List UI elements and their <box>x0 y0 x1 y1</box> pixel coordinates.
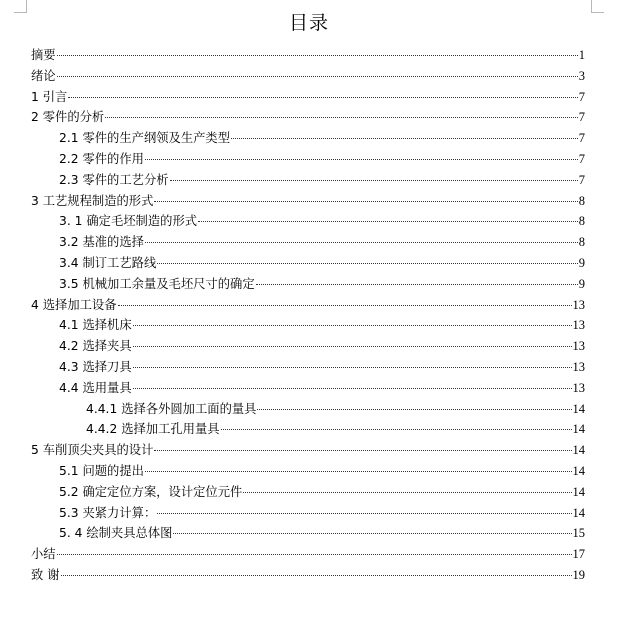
toc-entry-page-number: 1 <box>578 48 585 62</box>
toc-entry-title: 致 谢 <box>31 567 60 582</box>
toc-entry[interactable] <box>31 66 585 87</box>
toc-dot-leader <box>57 55 578 56</box>
toc-entry[interactable] <box>31 232 585 253</box>
toc-entry-title: 小结 <box>31 547 56 562</box>
toc-entry-title: 5. 4 绘制夹具总体图 <box>59 526 173 541</box>
toc-dot-leader <box>173 533 571 534</box>
toc-entry[interactable] <box>31 461 585 482</box>
page-title: 目录 <box>288 12 329 34</box>
toc-entry[interactable] <box>31 149 585 170</box>
toc-entry-page-number: 9 <box>578 276 585 291</box>
toc-entry-page-number: 14 <box>572 401 585 416</box>
toc-entry-title: 1 引言 <box>31 89 68 104</box>
toc-entry-page-number: 7 <box>578 172 585 187</box>
toc-entry-title: 4.3 选择刀具 <box>59 359 132 374</box>
toc-entry-title: 4.4 选用量具 <box>59 380 132 395</box>
toc-entry-page-number: 8 <box>578 193 585 208</box>
toc-entry-page-number: 14 <box>572 484 585 499</box>
toc-entry-page-number: 14 <box>572 505 585 520</box>
toc-entry-title: 4.4.1 选择各外圆加工面的量具 <box>86 401 257 416</box>
toc-entry[interactable] <box>31 274 585 295</box>
toc-dot-leader <box>256 284 578 285</box>
toc-entry-page-number: 7 <box>578 89 585 104</box>
toc-entry-page-number: 13 <box>572 297 585 312</box>
toc-dot-leader <box>157 513 571 514</box>
toc-entry-page-number: 7 <box>578 110 585 125</box>
toc-entry-title: 4 选择加工设备 <box>31 297 117 312</box>
toc-entry[interactable] <box>31 440 585 461</box>
toc-dot-leader <box>133 367 572 368</box>
toc-entry[interactable] <box>31 378 585 399</box>
toc-dot-leader <box>157 263 578 264</box>
toc-dot-leader <box>133 346 572 347</box>
toc-entry[interactable] <box>31 253 585 274</box>
toc-entry-title: 3.5 机械加工余量及毛坯尺寸的确定 <box>59 276 255 291</box>
toc-entry-page-number: 7 <box>578 131 585 146</box>
toc-entry-page-number: 14 <box>572 463 585 478</box>
toc-entry-page-number: 14 <box>572 422 585 437</box>
toc-entry[interactable] <box>31 336 585 357</box>
toc-dot-leader <box>145 471 572 472</box>
toc-entry-title: 5 车削顶尖夹具的设计 <box>31 443 154 458</box>
toc-entry-title: 3.2 基准的选择 <box>59 235 144 250</box>
toc-dot-leader <box>57 76 578 77</box>
toc-entry-page-number: 13 <box>572 318 585 333</box>
toc-entry-title: 3. 1 确定毛坯制造的形式 <box>59 214 198 229</box>
toc-dot-leader <box>105 117 578 118</box>
toc-dot-leader <box>133 325 572 326</box>
toc-entry[interactable] <box>31 482 585 503</box>
toc-entry-page-number: 17 <box>572 547 585 562</box>
toc-entry-title: 4.1 选择机床 <box>59 318 132 333</box>
toc-dot-leader <box>231 138 578 139</box>
toc-entry[interactable] <box>31 315 585 336</box>
toc-dot-leader <box>145 159 578 160</box>
toc-entry-page-number: 9 <box>578 255 585 270</box>
toc-entry[interactable] <box>31 565 585 586</box>
table-of-contents <box>31 45 585 586</box>
toc-entry-title: 绪论 <box>31 68 56 83</box>
toc-entry-page-number: 3 <box>578 68 585 83</box>
toc-dot-leader <box>68 97 577 98</box>
toc-entry-title: 5.1 问题的提出 <box>59 463 144 478</box>
toc-entry[interactable] <box>31 523 585 544</box>
toc-dot-leader <box>221 429 572 430</box>
toc-entry-title: 4.2 选择夹具 <box>59 339 132 354</box>
toc-entry[interactable] <box>31 170 585 191</box>
toc-dot-leader <box>170 180 578 181</box>
toc-entry-title: 2.1 零件的生产纲领及生产类型 <box>59 131 231 146</box>
toc-entry-title: 2.2 零件的作用 <box>59 151 144 166</box>
toc-entry-title: 4.4.2 选择加工孔用量具 <box>86 422 220 437</box>
toc-entry-page-number: 8 <box>578 214 585 229</box>
toc-entry[interactable] <box>31 544 585 565</box>
toc-entry-page-number: 13 <box>572 359 585 374</box>
toc-dot-leader <box>61 575 572 576</box>
toc-entry-title: 2 零件的分析 <box>31 110 105 125</box>
toc-entry-page-number: 13 <box>572 380 585 395</box>
toc-dot-leader <box>154 201 577 202</box>
toc-entry-title: 3.4 制订工艺路线 <box>59 255 157 270</box>
toc-entry-title: 3 工艺规程制造的形式 <box>31 193 154 208</box>
toc-dot-leader <box>154 450 571 451</box>
toc-entry[interactable] <box>31 503 585 524</box>
toc-entry-title: 5.2 确定定位方案，设计定位元件 <box>59 484 243 499</box>
toc-dot-leader <box>57 554 572 555</box>
toc-entry-page-number: 7 <box>578 151 585 166</box>
toc-entry[interactable] <box>31 211 585 232</box>
toc-entry[interactable] <box>31 419 585 440</box>
toc-entry-page-number: 8 <box>578 235 585 250</box>
toc-entry[interactable] <box>31 295 585 316</box>
toc-entry[interactable] <box>31 191 585 212</box>
toc-entry[interactable] <box>31 107 585 128</box>
toc-entry[interactable] <box>31 128 585 149</box>
toc-dot-leader <box>133 388 572 389</box>
toc-entry-title: 摘要 <box>31 48 56 62</box>
toc-dot-leader <box>198 221 578 222</box>
toc-entry-title: 5.3 夹紧力计算： <box>59 505 157 520</box>
toc-entry[interactable] <box>31 87 585 108</box>
toc-entry-page-number: 14 <box>572 443 585 458</box>
toc-entry-page-number: 19 <box>572 567 585 582</box>
toc-entry-page-number: 13 <box>572 339 585 354</box>
toc-entry-page-number: 15 <box>572 526 585 541</box>
toc-entry[interactable] <box>31 357 585 378</box>
toc-entry[interactable] <box>31 45 585 66</box>
toc-dot-leader <box>118 305 572 306</box>
toc-entry[interactable] <box>31 399 585 420</box>
toc-dot-leader <box>145 242 578 243</box>
toc-dot-leader <box>243 492 571 493</box>
toc-entry-title: 2.3 零件的工艺分析 <box>59 172 169 187</box>
toc-dot-leader <box>257 409 571 410</box>
